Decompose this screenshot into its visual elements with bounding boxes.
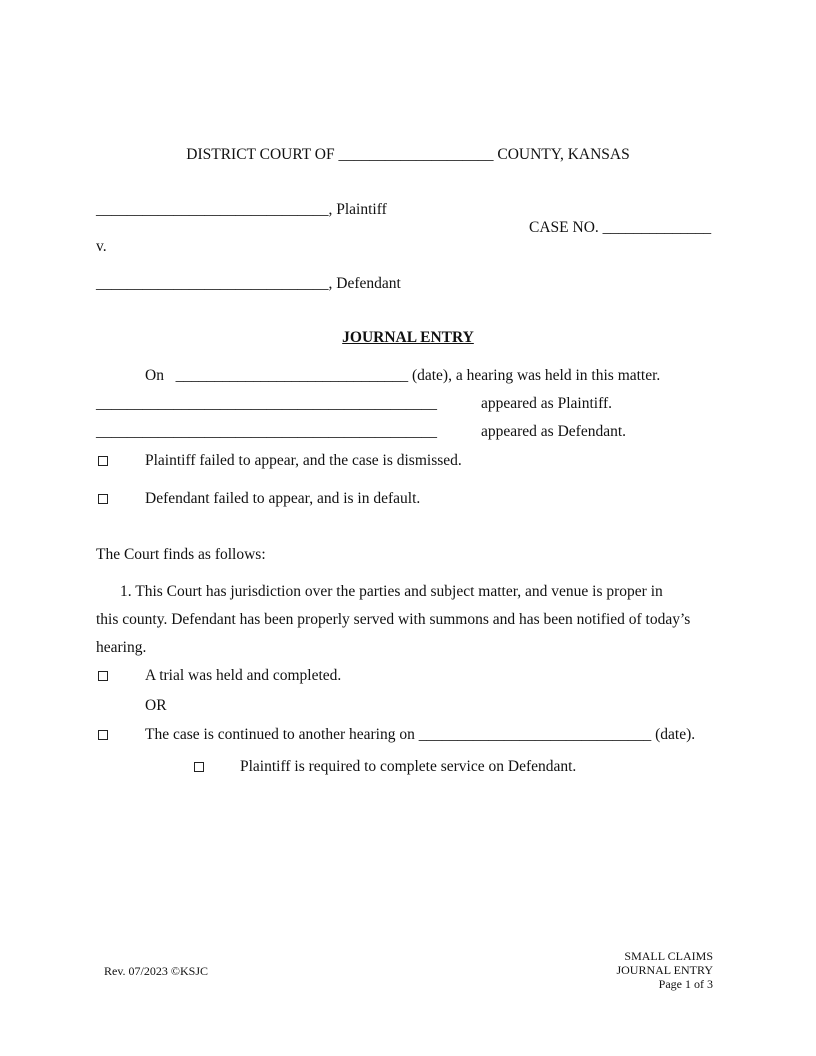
trial-completed-text: A trial was held and completed.	[145, 667, 342, 684]
plaintiff-line	[96, 201, 387, 219]
court-suffix: COUNTY, KANSAS	[497, 146, 630, 163]
defendant-line	[96, 275, 401, 293]
form-name-line-1: SMALL CLAIMS	[624, 949, 713, 963]
finding-1-line-2: this county. Defendant has been properly served with summons and has been notified of today’s	[96, 611, 691, 628]
or-text: OR	[145, 697, 167, 714]
continued-date-blank[interactable]: ______________________________	[418, 726, 652, 743]
page-number: Page 1 of 3	[658, 977, 713, 991]
continued-prefix: The case is continued to another hearing on	[145, 726, 415, 743]
case-no-blank[interactable]: ______________	[602, 219, 712, 236]
continued-line	[145, 726, 695, 744]
plaintiff-appearance-blank[interactable]: ____________________________________________	[96, 395, 437, 412]
county-blank[interactable]: ____________________	[338, 146, 494, 163]
continued-checkbox[interactable]	[98, 727, 110, 739]
defendant-appearance-text: appeared as Defendant.	[481, 423, 627, 440]
continued-suffix: (date).	[655, 726, 696, 743]
service-required-text: Plaintiff is required to complete service on Defendant.	[240, 758, 577, 775]
form-name-line-2: JOURNAL ENTRY	[616, 963, 713, 977]
case-number-line	[529, 219, 711, 237]
hearing-date-line	[145, 367, 660, 385]
defendant-appearance-blank[interactable]: ____________________________________________	[96, 423, 437, 440]
finding-1-line-3: hearing.	[96, 639, 147, 656]
document-title: JOURNAL ENTRY	[342, 329, 474, 346]
court-prefix: DISTRICT COURT OF	[186, 146, 335, 163]
hearing-date-blank[interactable]: ______________________________	[175, 367, 409, 384]
findings-intro: The Court finds as follows:	[96, 546, 266, 563]
plaintiff-appearance-text: appeared as Plaintiff.	[481, 395, 612, 412]
finding-1-line-1: 1. This Court has jurisdiction over the parties and subject matter, and venue is proper in	[120, 583, 663, 600]
plaintiff-failed-checkbox[interactable]	[98, 453, 110, 465]
plaintiff-failed-text: Plaintiff failed to appear, and the case is dismissed.	[145, 452, 462, 469]
revision-note: Rev. 07/2023 ©KSJC	[104, 964, 209, 978]
defendant-name-blank[interactable]: ______________________________	[96, 275, 329, 292]
defendant-failed-text: Defendant failed to appear, and is in default.	[145, 490, 421, 507]
plaintiff-name-blank[interactable]: ______________________________	[96, 201, 329, 218]
service-required-checkbox[interactable]	[194, 759, 206, 771]
versus: v.	[96, 238, 107, 255]
defendant-failed-checkbox[interactable]	[98, 491, 110, 503]
court-header	[0, 146, 816, 164]
defendant-label: , Defendant	[328, 275, 401, 292]
hearing-date-suffix: (date), a hearing was held in this matter.	[411, 367, 661, 384]
trial-completed-checkbox[interactable]	[98, 668, 110, 680]
plaintiff-label: , Plaintiff	[328, 201, 387, 218]
on-label: On	[145, 367, 164, 384]
case-no-label: CASE NO.	[529, 219, 599, 236]
